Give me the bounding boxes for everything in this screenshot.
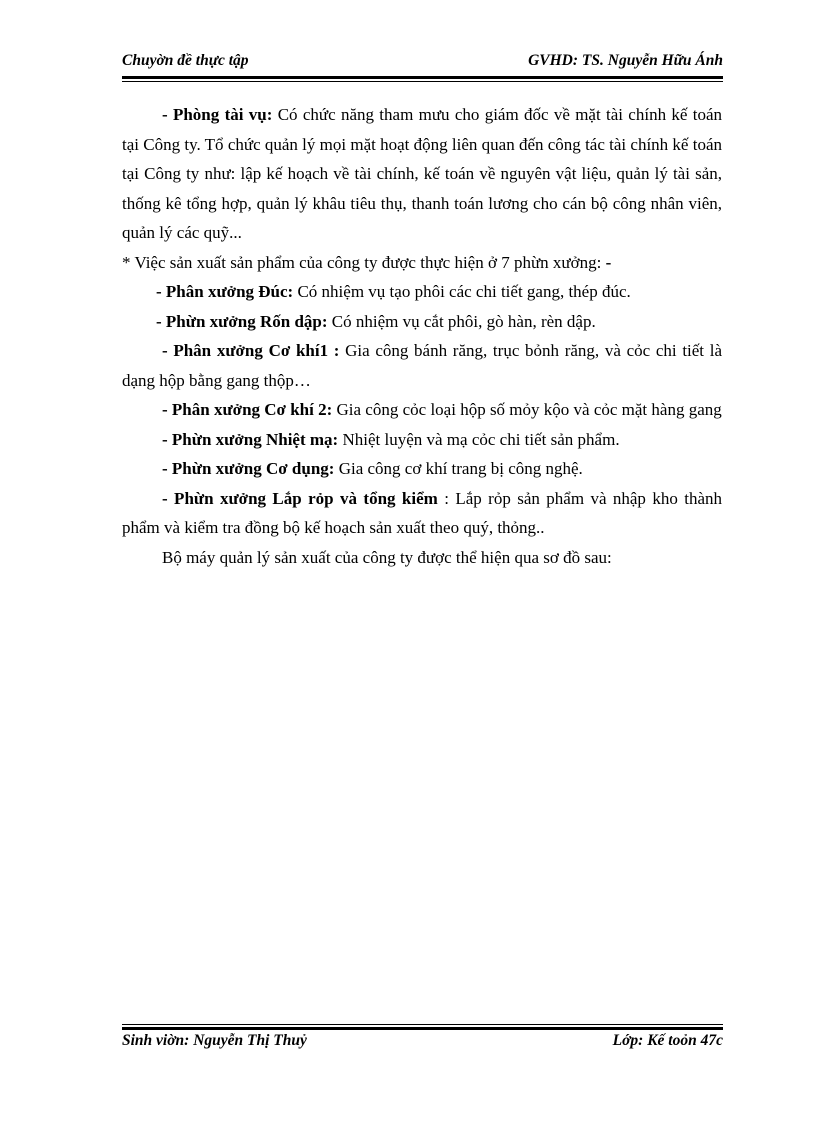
paragraph-text: Gia công cơ khí trang bị công nghệ. [334,459,583,478]
paragraph-label: - Phân xưởng Đúc: [156,282,294,301]
paragraph-text: Có nhiệm vụ tạo phôi các chi tiết gang, thép đúc. [293,282,631,301]
page-footer [122,1032,723,1054]
paragraph-phan-xuong-ron-dap [122,307,722,337]
footer-rule-thin [122,1024,723,1025]
paragraph-text: Gia công bánh răng, trục bỏnh răng, và cỏc chi tiết là dạng hộp bằng gang thộp… [122,341,722,390]
paragraph-text: Nhiệt luyện và mạ cỏc chi tiết sản phẩm. [338,429,620,449]
header-rule-thin [122,81,723,82]
header-advisor: GVHD: TS. Nguyễn Hữu Ánh [528,52,723,69]
paragraph-label: - Phừn xưởng Nhiệt mạ: [162,429,339,449]
paragraph-text: : Lắp rỏp sản phẩm và nhập kho thành phẩm và kiểm tra đồng bộ kế hoạch sản xuất theo quý, thỏng.. [122,488,722,537]
paragraph-text: Có nhiệm vụ cắt phôi, gò hàn, rèn dập. [327,311,596,331]
footer-student: Sinh viờn: Nguyễn Thị Thuỷ [122,1032,307,1049]
paragraph-phan-xuong-co-khi-1 [122,336,722,395]
footer-rule-thick [122,1027,723,1030]
paragraph-phan-xuong-duc [122,277,722,307]
paragraph-phong-tai-vu [122,100,722,248]
paragraph-label: - Phừn xưởng Lắp rỏp và tổng kiểm [162,488,438,508]
paragraph-label: - Phừn xưởng Cơ dụng: [162,459,335,478]
paragraph-text: * Việc sản xuất sản phẩm của công ty được thực hiện ở 7 phừn xưởng: [122,252,606,272]
paragraph-text: Bộ máy quản lý sản xuất của công ty được thể hiện qua sơ đồ sau: [162,547,612,567]
paragraph-tail: - [605,252,612,272]
page-header [122,52,723,74]
footer-class: Lớp: Kế toỏn 47c [612,1032,723,1049]
paragraph-label: - Phòng tài vụ: [162,105,273,124]
paragraph-phan-xuong-co-dung [122,454,722,484]
document-body [122,100,722,572]
paragraph-phan-xuong-co-khi-2 [122,395,722,425]
paragraph-text: Có chức năng tham mưu cho giám đốc về mặt tài chính kế toán tại Công ty. Tổ chức quản lý mọi mặt hoạt động liên quan đến công tác tài chính kế toán tại Công ty như: lập kế hoạch về tài chính, kế toán về nguyên vật liệu, quản lý tài sản, thống kê tổng hợp, quản lý khâu tiêu thụ, thanh toán lương cho cán bộ công nhân viên, quản lý các quỹ... [122,105,722,242]
paragraph-label: - Phừn xưởng Rốn dập: [156,311,328,331]
paragraph-phan-xuong-nhiet-ma [122,425,722,455]
paragraph-label: - Phân xưởng Cơ khí1 : [162,341,340,360]
paragraph-bo-may-quan-ly [122,543,722,573]
paragraph-label: - Phân xưởng Cơ khí 2: [162,400,333,419]
paragraph-text: Gia công cỏc loại hộp số mỏy kộo và cỏc mặt hàng gang [332,400,722,419]
header-title: Chuyờn đề thực tập [122,52,249,69]
paragraph-phan-xuong-lap-rap [122,484,722,543]
paragraph-intro-workshops [122,248,722,278]
header-rule-thick [122,76,723,79]
